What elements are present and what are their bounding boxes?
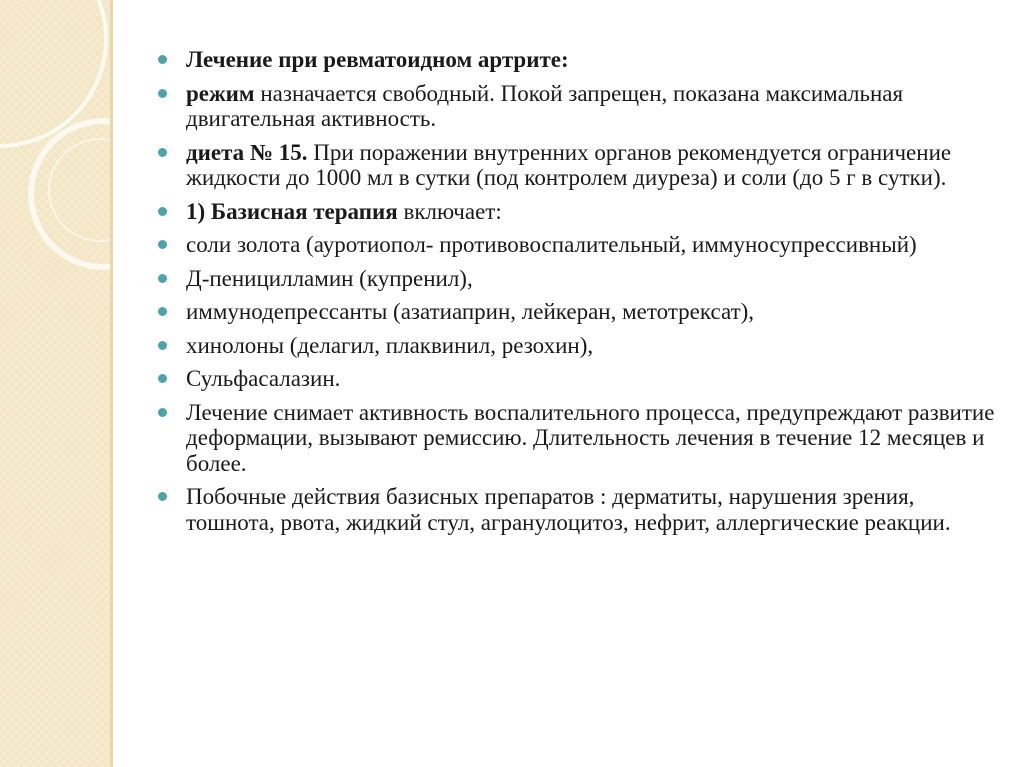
bullet-item: Лечение снимает активность воспалительного процесса, предупреждают развитие деформации, вызывают ремиссию. Длительность лечения в течение 12 месяцев и более. <box>157 400 997 477</box>
bullet-item: диета № 15. При поражении внутренних органов рекомендуется ограничение жидкости до 1000 мл в сутки (под контролем диуреза) и соли (до 5 г в сутки). <box>157 140 997 191</box>
bullet-dot-icon <box>158 492 167 501</box>
bullet-dot-icon <box>158 341 167 350</box>
bullet-dot-icon <box>158 207 167 216</box>
bullet-dot-icon <box>158 408 167 417</box>
bullet-item: Сульфасалазин. <box>157 366 997 392</box>
bullet-dot-icon <box>158 55 167 64</box>
bullet-dot-icon <box>158 89 167 98</box>
decorative-side-band <box>0 0 110 767</box>
bullet-item: режим назначается свободный. Покой запрещен, показана максимальная двигательная активность. <box>157 81 997 132</box>
decorative-ring <box>48 138 152 242</box>
bullet-item: иммунодепрессанты (азатиаприн, лейкеран, метотрексат), <box>157 299 997 325</box>
bullet-item: соли золота (ауротиопол- противовоспалительный, иммуносупрессивный) <box>157 232 997 258</box>
bullet-dot-icon <box>158 374 167 383</box>
slide-content <box>157 47 997 543</box>
bullet-dot-icon <box>158 307 167 316</box>
bullet-item: Д-пеницилламин (купренил), <box>157 266 997 292</box>
bullet-item: хинолоны (делагил, плаквинил, резохин), <box>157 333 997 359</box>
bullet-item: Побочные действия базисных препаратов : дерматиты, нарушения зрения, тошнота, рвота, жидкий стул, агранулоцитоз, нефрит, аллергические реакции. <box>157 484 997 535</box>
bullet-dot-icon <box>158 148 167 157</box>
band-divider <box>110 0 113 767</box>
bullet-item: Лечение при ревматоидном артрите: <box>157 47 997 73</box>
bullet-dot-icon <box>158 274 167 283</box>
bullet-list <box>157 47 997 535</box>
bullet-item: 1) Базисная терапия включает: <box>157 199 997 225</box>
bullet-dot-icon <box>158 240 167 249</box>
